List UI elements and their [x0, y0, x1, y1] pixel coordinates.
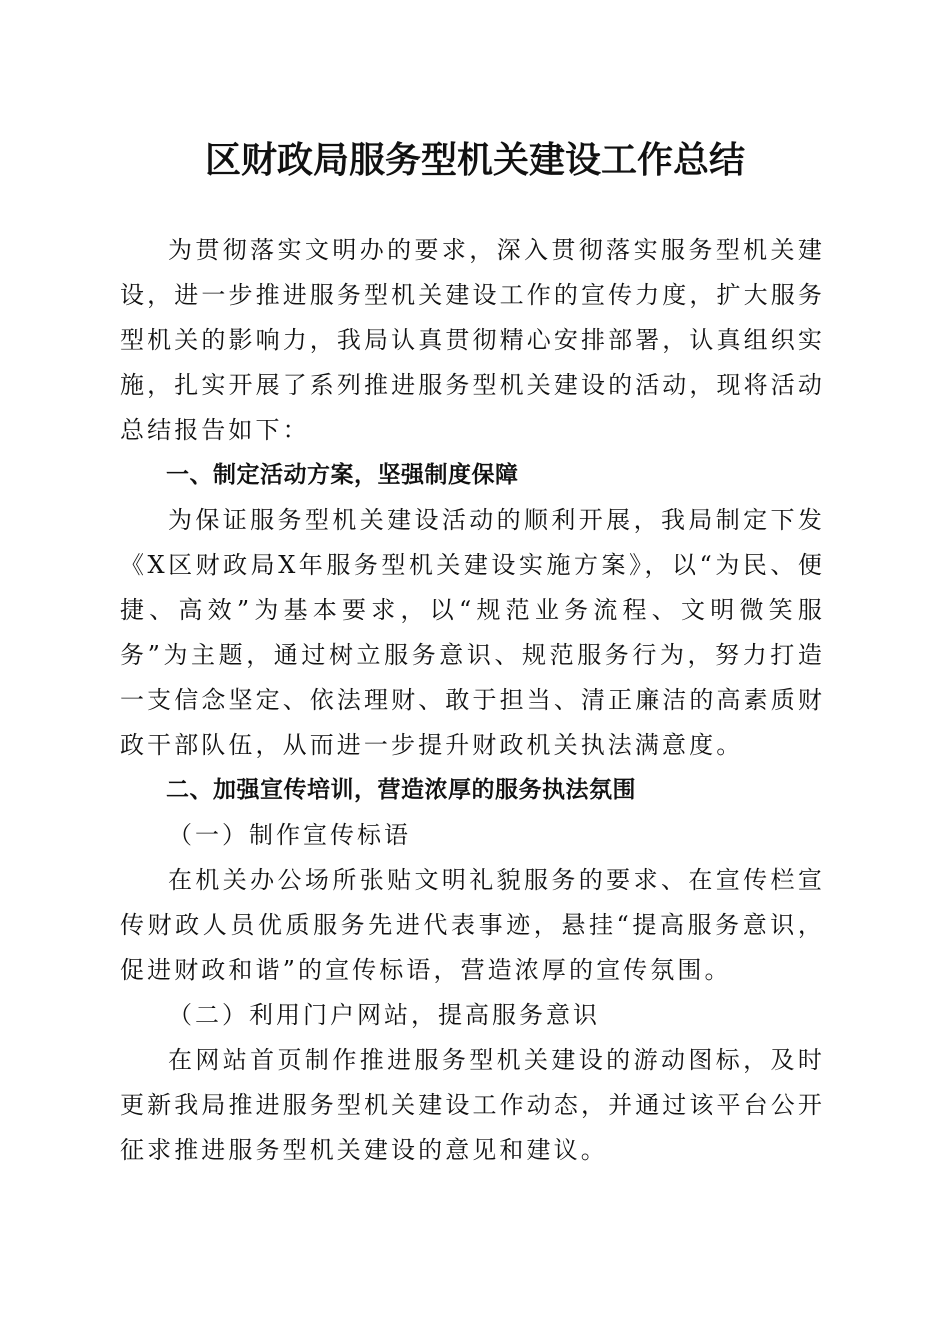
section-heading-1: 一、制定活动方案，坚强制度保障: [166, 462, 519, 488]
section-heading-2: 二、加强宣传培训，营造浓厚的服务执法氛围: [166, 777, 636, 803]
subsection-2-paragraph: 在网站首页制作推进服务型机关建设的游动图标，及时更新我局推进服务型机关建设工作动态，并通过该平台公开征求推进服务型机关建设的意见和建议。: [120, 1046, 825, 1164]
document-body: [120, 228, 825, 1173]
subsection-heading-1: （一）制作宣传标语: [168, 821, 411, 849]
section-1-paragraph: 为保证服务型机关建设活动的顺利开展，我局制定下发《X区财政局X年服务型机关建设实施方案》，以“为民、便捷、高效”为基本要求，以“规范业务流程、文明微笑服务”为主题，通过树立服务意识、规范服务行为，努力打造一支信念坚定、依法理财、敢于担当、清正廉洁的高素质财政干部队伍，从而进一步提升财政机关执法满意度。: [120, 506, 825, 759]
intro-paragraph: 为贯彻落实文明办的要求，深入贯彻落实服务型机关建设，进一步推进服务型机关建设工作的宣传力度，扩大服务型机关的影响力，我局认真贯彻精心安排部署，认真组织实施，扎实开展了系列推进服务型机关建设的活动，现将活动总结报告如下：: [120, 236, 825, 444]
subsection-1-paragraph: 在机关办公场所张贴文明礼貌服务的要求、在宣传栏宣传财政人员优质服务先进代表事迹，悬挂“提高服务意识，促进财政和谐”的宣传标语，营造浓厚的宣传氛围。: [120, 866, 825, 984]
document-title: 区财政局服务型机关建设工作总结: [204, 139, 745, 181]
subsection-heading-2: （二）利用门户网站，提高服务意识: [168, 1001, 600, 1029]
